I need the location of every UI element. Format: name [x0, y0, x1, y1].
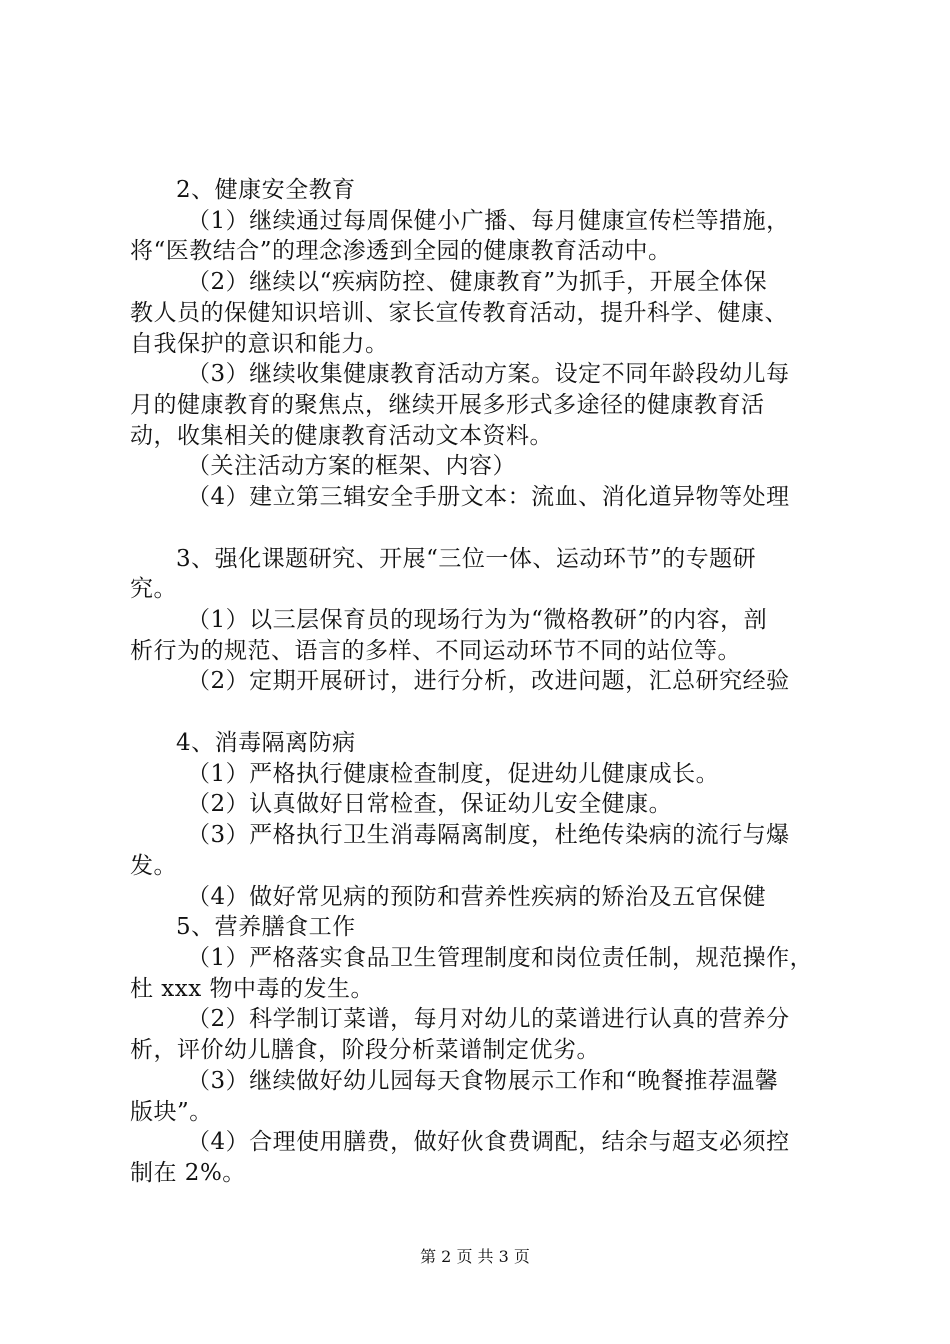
paragraph-line: 发。 [130, 852, 177, 879]
paragraph-line: 析，评价幼儿膳食，阶段分析菜谱制定优劣。 [130, 1037, 600, 1064]
paragraph-line: 教人员的保健知识培训、家长宣传教育活动，提升科学、健康、 [130, 299, 788, 326]
paragraph-line: （3）继续做好幼儿园每天食物展示工作和“晚餐推荐温馨 [187, 1067, 779, 1094]
paragraph-line: （4）做好常见病的预防和营养性疾病的矫治及五官保健 [187, 883, 767, 910]
paragraph-line: 版块”。 [130, 1098, 213, 1125]
paragraph-line: （1）严格落实食品卫生管理制度和岗位责任制，规范操作， [187, 944, 814, 971]
paragraph-line: （4）合理使用膳费，做好伙食费调配，结余与超支必须控 [187, 1129, 790, 1156]
paragraph-line: （4）建立第三辑安全手册文本：流血、消化道异物等处理 [187, 484, 790, 511]
section-heading-disinfection: 4、消毒隔离防病 [176, 729, 356, 756]
paragraph-line: （1）严格执行健康检查制度，促进幼儿健康成长。 [187, 760, 720, 787]
paragraph-line: 析行为的规范、语言的多样、不同运动环节不同的站位等。 [130, 637, 741, 664]
paragraph-line: （2）科学制订菜谱，每月对幼儿的菜谱进行认真的营养分 [187, 1006, 790, 1033]
paragraph-line: 动，收集相关的健康教育活动文本资料。 [130, 422, 553, 449]
paragraph-line: 将“医教结合”的理念渗透到全园的健康教育活动中。 [130, 238, 672, 265]
paragraph-line: （3）严格执行卫生消毒隔离制度，杜绝传染病的流行与爆 [187, 822, 790, 849]
paragraph-line: 究。 [130, 576, 177, 603]
section-heading-research: 3、强化课题研究、开展“三位一体、运动环节”的专题研 [176, 545, 757, 572]
paragraph-line: （3）继续收集健康教育活动方案。设定不同年龄段幼儿每 [187, 361, 790, 388]
paragraph-line: （关注活动方案的框架、内容） [187, 453, 516, 480]
section-heading-nutrition: 5、营养膳食工作 [176, 914, 356, 941]
paragraph-line: 制在 2%。 [130, 1159, 246, 1186]
paragraph-line: 月的健康教育的聚焦点，继续开展多形式多途径的健康教育活 [130, 392, 765, 419]
section-heading-health-safety: 2、健康安全教育 [176, 177, 356, 203]
paragraph-line: 自我保护的意识和能力。 [130, 330, 389, 357]
paragraph-line: （1）以三层保育员的现场行为为“微格教研”的内容，剖 [187, 607, 768, 634]
paragraph-line: （2）认真做好日常检查，保证幼儿安全健康。 [187, 791, 673, 818]
page-footer: 第 2 页 共 3 页 [420, 1247, 530, 1266]
paragraph-line: （2）定期开展研讨，进行分析，改进问题，汇总研究经验 [187, 668, 790, 695]
paragraph-line: （2）继续以“疾病防控、健康教育”为抓手，开展全体保 [187, 269, 768, 296]
paragraph-line: （1）继续通过每周保健小广播、每月健康宣传栏等措施， [187, 207, 790, 234]
paragraph-line: 杜 xxx 物中毒的发生。 [130, 975, 375, 1002]
